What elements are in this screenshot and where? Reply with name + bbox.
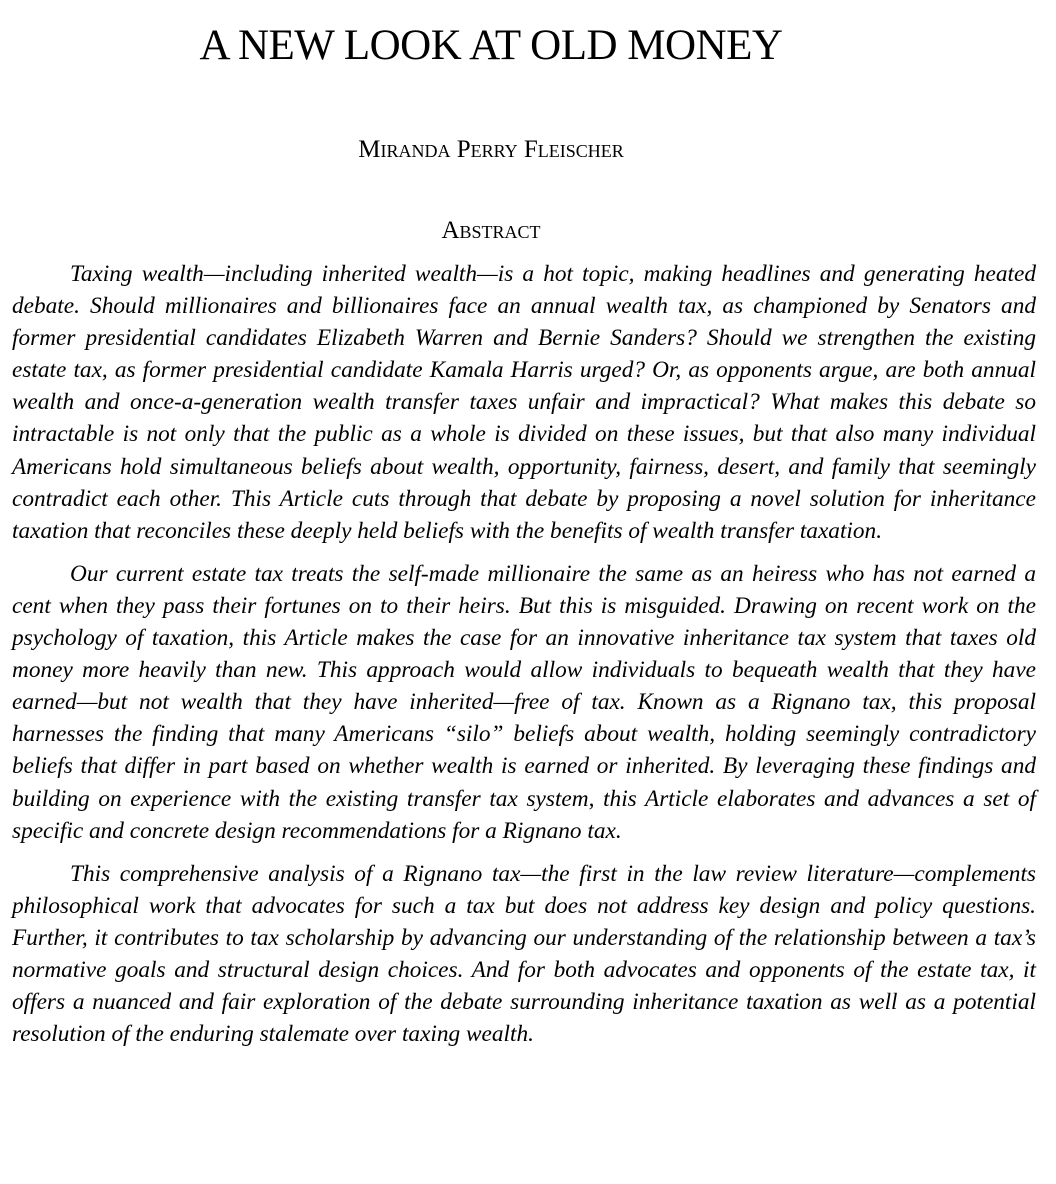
article-author: Miranda Perry Fleischer [358, 136, 624, 163]
abstract-body [12, 258, 1036, 1061]
abstract-heading: Abstract [441, 217, 541, 244]
article-title: A NEW LOOK AT OLD MONEY [199, 22, 783, 69]
abstract-paragraph-1: Taxing wealth—including inherited wealth—is a hot topic, making headlines and generating heated debate. Should millionaires and billionaires face an annual wealth tax, as championed by Senators and former presidential candidates Elizabeth Warren and Bernie Sanders? Should we strengthen the existing estate tax, as former presidential candidate Kamala Harris urged? Or, as opponents argue, are both annual wealth and once-a-generation wealth transfer taxes unfair and impractical? What makes this debate so intractable is not only that the public as a whole is divided on these issues, but that also many individual Americans hold simultaneous beliefs about wealth, opportunity, fairness, desert, and family that seemingly contradict each other. This Article cuts through that debate by proposing a novel solution for inheritance taxation that reconciles these deeply held beliefs with the benefits of wealth transfer taxation. [12, 261, 1036, 544]
abstract-paragraph-2: Our current estate tax treats the self-made millionaire the same as an heiress who has not earned a cent when they pass their fortunes on to their heirs. But this is misguided. Drawing on recent work on the psychology of taxation, this Article makes the case for an innovative inheritance tax system that taxes old money more heavily than new. This approach would allow individuals to bequeath wealth that they have earned—but not wealth that they have inherited—free of tax. Known as a Rignano tax, this proposal harnesses the finding that many Americans “silo” beliefs about wealth, holding seemingly contradictory beliefs that differ in part based on whether wealth is earned or inherited. By leveraging these findings and building on experience with the existing transfer tax system, this Article elaborates and advances a set of specific and concrete design recommendations for a Rignano tax. [12, 560, 1036, 844]
abstract-paragraph-3: This comprehensive analysis of a Rignano tax—the first in the law review literature—complements philosophical work that advocates for such a tax but does not address key design and policy questions. Further, it contributes to tax scholarship by advancing our understanding of the relationship between a tax’s normative goals and structural design choices. And for both advocates and opponents of the estate tax, it offers a nuanced and fair exploration of the debate surrounding inheritance taxation as well as a potential resolution of the enduring stalemate over taxing wealth. [12, 860, 1036, 1048]
